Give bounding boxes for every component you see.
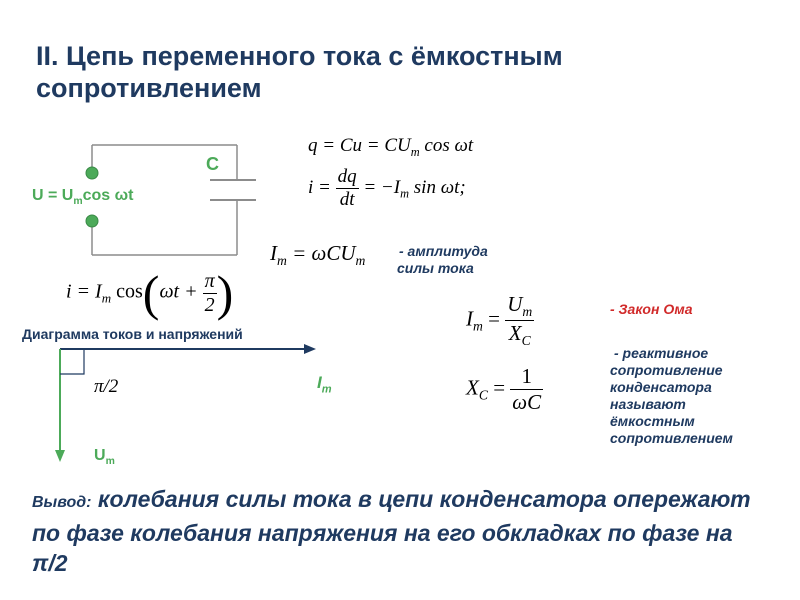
current-phasor-label: $I_m$ xyxy=(317,373,332,396)
reactance-formula: $X_C$ = $\frac{1}{\omega C}$ xyxy=(466,364,542,414)
amplitude-formula: $I_m = \omega CU_m$ xyxy=(270,241,366,269)
voltage-source-label: $U = U_m\cos$ ωt xyxy=(32,187,134,208)
ohm-fraction: $\frac{U_m}{X_C}$ xyxy=(507,292,533,349)
current-axis-arrowhead xyxy=(304,344,316,354)
charge-formula: $q = Cu = CU_m$ cos ωt xyxy=(308,135,474,159)
terminal-bottom-node xyxy=(86,215,98,227)
conclusion-text: Вывод: колебания силы тока в цепи конденсатора опережают по фазе колебания напряжения на его обкладках по фазе на π/2 xyxy=(32,486,751,576)
pi-over-two-fraction: $\frac{\pi}{2}$ xyxy=(204,269,215,316)
diagram-title: Диаграмма токов и напряжений xyxy=(22,326,243,342)
reactance-fraction: $\frac{1}{\omega C}$ xyxy=(512,364,542,414)
capacitor-label: C xyxy=(206,154,219,174)
reactance-note: - реактивное сопротивление конденсатора называют ёмкостным сопротивлением xyxy=(610,345,733,446)
ohm-law-note: - Закон Ома xyxy=(610,301,693,317)
derivative-fraction: $\frac{dq}{dt}$ xyxy=(337,166,357,210)
current-phase-formula: $i = I_m$ cos(ωt + $\frac{\pi}{2}$ ) xyxy=(66,265,234,321)
amplitude-note: - амплитуда силы тока xyxy=(397,243,488,276)
ohm-law-formula: $I_m$ = $\frac{U_m}{X_C}$ xyxy=(466,292,533,349)
terminal-top-node xyxy=(86,167,98,179)
voltage-axis-arrowhead xyxy=(55,450,65,462)
slide-title: II. Цепь переменного тока с ёмкостным сопротивлением xyxy=(36,41,563,103)
voltage-phasor-label: $U_m$ xyxy=(94,447,115,468)
angle-label: π/2 xyxy=(94,376,119,397)
right-angle-marker xyxy=(60,349,84,374)
current-derivative-formula: i = $\frac{dq}{dt}$ = $-I_m$ sin ωt; xyxy=(308,166,466,210)
